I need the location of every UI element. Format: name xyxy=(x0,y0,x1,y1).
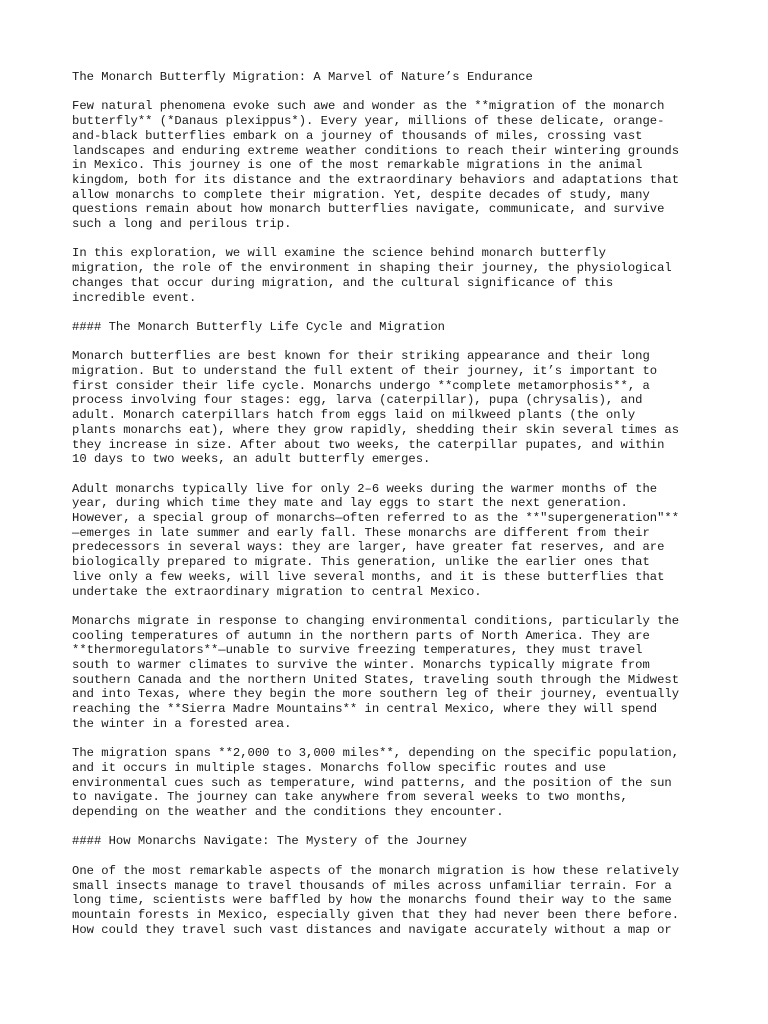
section-heading-navigation: #### How Monarchs Navigate: The Mystery of the Journey xyxy=(72,834,467,849)
intro-paragraph-2: In this exploration, we will examine the science behind monarch butterfly migration, the role of the environment in shaping their journey, the physiological changes that occur during migration, and the cultural significance of this incredible event. xyxy=(72,246,672,305)
navigation-paragraph-1: One of the most remarkable aspects of the monarch migration is how these relatively small insects manage to travel thousands of miles across unfamiliar terrain. For a long time, scientists were baffled by how the monarchs found their way to the same mountain forests in Mexico, especially given that they had never been there before. How could they travel such vast distances and navigate accurately without a map or xyxy=(72,863,680,937)
life-cycle-paragraph-2: Adult monarchs typically live for only 2–6 weeks during the warmer months of the year, during which time they mate and lay eggs to start the next generation. However, a special group of monarchs—often referred to as the **"supergeneration"** —emerges in late summer and early fall. These monarchs are different from their predecessors in several ways: they are larger, have greater fat reserves, and are biologically prepared to migrate. This generation, unlike the earlier ones that live only a few weeks, will live several months, and it is these butterflies that undertake the extraordinary migration to central Mexico. xyxy=(72,481,680,599)
document-page xyxy=(72,70,712,952)
life-cycle-paragraph-1: Monarch butterflies are best known for their striking appearance and their long migration. But to understand the full extent of their journey, it’s important to first consider their life cycle. Monarchs undergo **complete metamorphosis**, a process involving four stages: egg, larva (caterpillar), pupa (chrysalis), and adult. Monarch caterpillars hatch from eggs laid on milkweed plants (the only plants monarchs eat), where they grow rapidly, shedding their skin several times as they increase in size. After about two weeks, the caterpillar pupates, and within 10 days to two weeks, an adult butterfly emerges. xyxy=(72,349,680,467)
section-heading-life-cycle: #### The Monarch Butterfly Life Cycle and Migration xyxy=(72,319,445,334)
intro-paragraph-1: Few natural phenomena evoke such awe and wonder as the **migration of the monarch butterfly** (*Danaus plexippus*). Every year, millions of these delicate, orange- and-black butterflies embark on a journey of thousands of miles, crossing vast landscapes and enduring extreme weather conditions to reach their wintering grounds in Mexico. This journey is one of the most remarkable migrations in the animal kingdom, both for its distance and the extraordinary behaviors and adaptations that allow monarchs to complete their migration. Yet, despite decades of study, many questions remain about how monarch butterflies navigate, communicate, and survive such a long and perilous trip. xyxy=(72,99,680,232)
life-cycle-paragraph-3: Monarchs migrate in response to changing environmental conditions, particularly the cooling temperatures of autumn in the northern parts of North America. They are **thermoregulators**—unable to survive freezing temperatures, they must travel south to warmer climates to survive the winter. Monarchs typically migrate from southern Canada and the northern United States, traveling south through the Midwest and into Texas, where they begin the more southern leg of their journey, eventually reaching the **Sierra Madre Mountains** in central Mexico, where they will spend the winter in a forested area. xyxy=(72,613,680,731)
life-cycle-paragraph-4: The migration spans **2,000 to 3,000 miles**, depending on the specific population, and it occurs in multiple stages. Monarchs follow specific routes and use environmental cues such as temperature, wind patterns, and the position of the sun to navigate. The journey can take anywhere from several weeks to two months, depending on the weather and the conditions they encounter. xyxy=(72,746,680,820)
document-title: The Monarch Butterfly Migration: A Marvel of Nature’s Endurance xyxy=(72,70,533,84)
